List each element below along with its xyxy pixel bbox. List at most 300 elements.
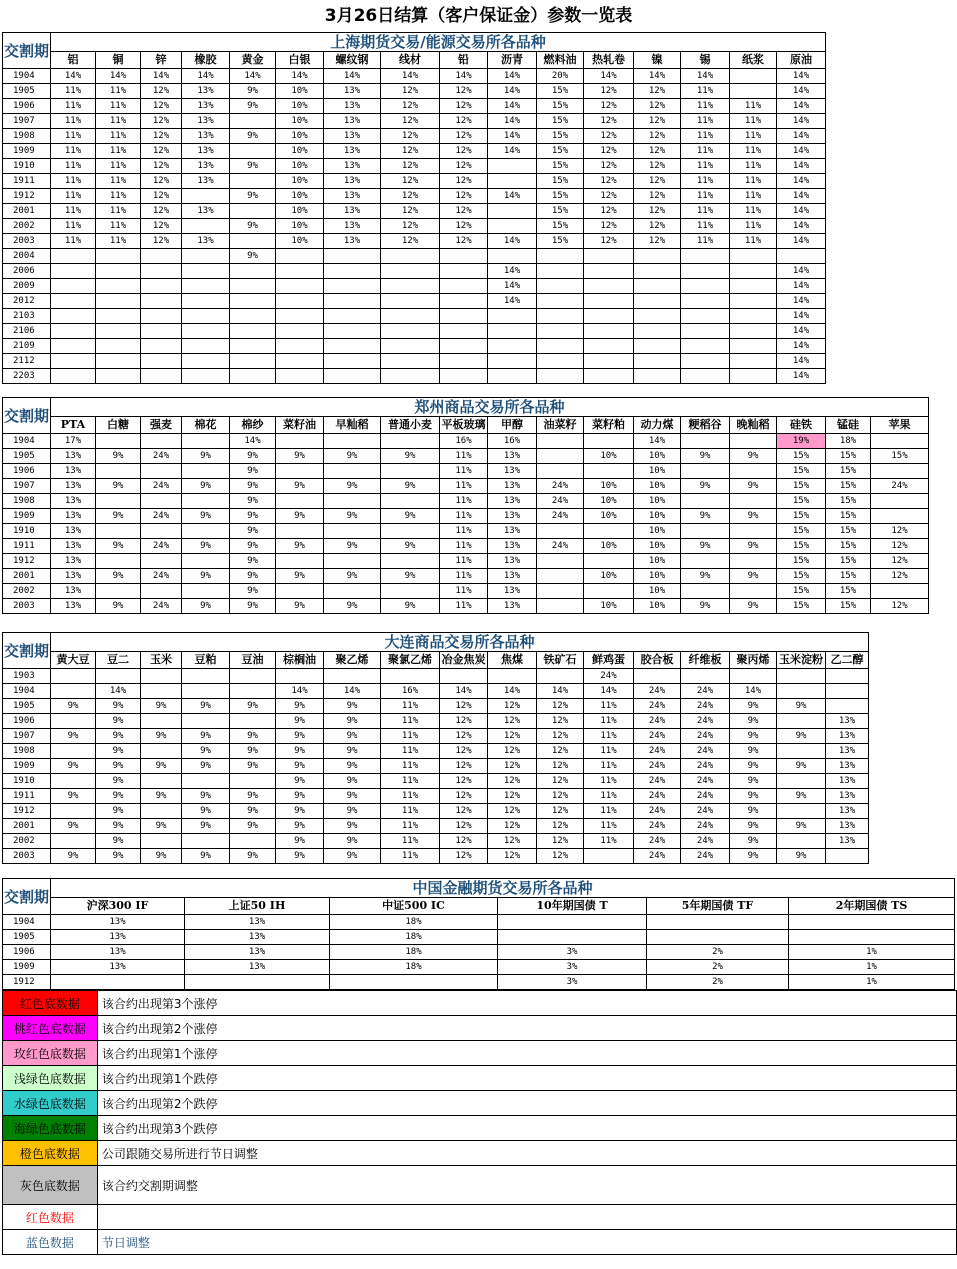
margin-cell [182,684,230,699]
margin-cell: 9% [230,789,276,804]
margin-cell [440,324,488,339]
margin-cell: 24% [681,774,730,789]
delivery-period: 1905 [3,930,51,945]
margin-cell: 13% [488,524,537,539]
margin-cell: 14% [634,69,681,84]
margin-cell: 11% [381,744,440,759]
margin-cell [276,249,324,264]
margin-cell [96,279,141,294]
margin-cell: 10% [634,464,681,479]
margin-cell: 13% [51,960,185,975]
legend-row [3,1066,957,1091]
margin-cell [141,354,182,369]
margin-cell [381,279,440,294]
margin-cell: 9% [230,99,276,114]
margin-cell [96,464,141,479]
margin-cell: 11% [381,849,440,864]
margin-cell: 14% [230,69,276,84]
margin-cell: 12% [488,819,537,834]
margin-cell [51,669,96,684]
table-row [3,774,869,789]
margin-cell: 9% [381,599,440,614]
margin-cell: 10% [584,509,634,524]
page-title: 3月26日结算（客户保证金）参数一览表 [324,6,633,26]
product-header: 豆油 [230,652,276,669]
margin-cell: 15% [777,539,826,554]
margin-cell: 9% [230,449,276,464]
margin-cell: 15% [537,234,584,249]
product-header: 棉花 [182,417,230,434]
margin-cell: 15% [826,449,871,464]
margin-cell [51,369,96,384]
table-row [3,264,826,279]
margin-cell: 11% [681,204,730,219]
margin-cell: 11% [51,204,96,219]
margin-cell: 9% [681,539,730,554]
margin-cell [681,264,730,279]
table-row [3,99,826,114]
margin-cell: 14% [777,129,826,144]
table-row [3,249,826,264]
product-header: 铅 [440,52,488,69]
margin-cell [182,249,230,264]
margin-cell [381,369,440,384]
margin-cell: 9% [276,729,324,744]
margin-cell: 12% [871,599,929,614]
margin-cell: 12% [537,834,584,849]
margin-cell [537,584,584,599]
margin-cell [777,834,826,849]
margin-cell [276,309,324,324]
table-row [3,449,929,464]
delivery-period: 2001 [3,204,51,219]
margin-cell: 12% [488,774,537,789]
margin-cell: 11% [381,819,440,834]
margin-cell: 9% [96,449,141,464]
margin-cell [381,324,440,339]
margin-cell: 10% [276,219,324,234]
margin-cell: 15% [537,114,584,129]
margin-cell [381,669,440,684]
margin-cell: 24% [634,819,681,834]
margin-cell: 9% [182,509,230,524]
margin-cell: 12% [584,204,634,219]
margin-cell [141,434,182,449]
margin-cell: 9% [276,479,324,494]
margin-cell [584,309,634,324]
margin-cell: 9% [276,834,324,849]
margin-cell: 11% [681,159,730,174]
margin-cell [324,249,381,264]
margin-cell: 12% [871,539,929,554]
table-row [3,324,826,339]
margin-cell: 10% [276,144,324,159]
margin-cell: 14% [488,264,537,279]
product-header: 热轧卷 [584,52,634,69]
margin-cell [730,339,777,354]
margin-cell: 12% [141,189,182,204]
margin-cell: 12% [584,99,634,114]
margin-cell: 12% [634,189,681,204]
margin-cell [826,699,869,714]
margin-cell: 12% [634,84,681,99]
margin-cell: 14% [777,159,826,174]
margin-cell: 24% [634,699,681,714]
product-header: 玉米淀粉 [777,652,826,669]
margin-cell: 12% [537,774,584,789]
margin-cell: 9% [141,819,182,834]
margin-cell: 9% [381,449,440,464]
margin-cell: 13% [826,789,869,804]
margin-cell: 10% [634,494,681,509]
margin-cell [230,339,276,354]
margin-cell: 9% [276,849,324,864]
margin-cell: 11% [681,144,730,159]
margin-cell [584,354,634,369]
dce-margin-table [2,632,869,864]
margin-cell [647,930,789,945]
margin-cell: 12% [537,804,584,819]
margin-cell [871,434,929,449]
margin-cell: 12% [634,174,681,189]
margin-cell: 12% [488,804,537,819]
margin-cell: 15% [777,524,826,539]
margin-cell [730,294,777,309]
margin-cell: 13% [182,99,230,114]
margin-cell: 9% [230,159,276,174]
margin-cell: 13% [488,494,537,509]
margin-cell: 9% [276,539,324,554]
margin-cell: 12% [488,729,537,744]
margin-cell: 15% [777,569,826,584]
margin-cell: 24% [141,449,182,464]
margin-cell: 9% [96,509,141,524]
margin-cell: 12% [440,714,488,729]
margin-cell: 12% [440,729,488,744]
margin-cell: 14% [141,69,182,84]
margin-cell: 9% [230,219,276,234]
margin-cell [182,294,230,309]
table-row [3,554,929,569]
margin-cell [488,219,537,234]
table-row [3,509,929,524]
margin-cell: 11% [381,759,440,774]
margin-cell: 13% [51,584,96,599]
product-header: 纸浆 [730,52,777,69]
margin-cell [182,524,230,539]
margin-cell: 1% [789,960,955,975]
margin-cell: 15% [537,84,584,99]
legend-description [97,1205,956,1230]
margin-cell [381,294,440,309]
margin-cell: 12% [381,234,440,249]
product-header: 锡 [681,52,730,69]
margin-cell: 18% [330,930,498,945]
margin-cell [141,369,182,384]
margin-cell: 13% [51,524,96,539]
margin-cell: 9% [730,714,777,729]
product-header: 5年期国债 TF [647,898,789,915]
exchange-title: 大连商品交易所各品种 [51,633,869,652]
margin-cell: 13% [51,945,185,960]
margin-cell: 24% [681,819,730,834]
margin-cell [381,494,440,509]
product-header: 晚籼稻 [730,417,777,434]
margin-cell: 12% [634,144,681,159]
margin-cell: 14% [440,684,488,699]
delivery-period: 2009 [3,279,51,294]
margin-cell: 9% [182,759,230,774]
margin-cell: 18% [330,960,498,975]
margin-cell: 9% [96,744,141,759]
table-row [3,144,826,159]
table-row [3,569,929,584]
margin-cell: 9% [276,819,324,834]
margin-cell: 11% [51,129,96,144]
margin-cell [584,249,634,264]
margin-cell: 13% [324,234,381,249]
margin-cell [537,339,584,354]
margin-cell: 3% [498,975,647,990]
margin-cell [730,264,777,279]
delivery-period: 2001 [3,819,51,834]
margin-cell: 9% [230,804,276,819]
margin-cell [681,249,730,264]
table-row [3,599,929,614]
margin-cell: 14% [777,144,826,159]
table-row [3,684,869,699]
margin-cell: 11% [440,539,488,554]
margin-cell: 9% [182,569,230,584]
margin-cell [730,524,777,539]
margin-cell: 13% [182,114,230,129]
margin-cell: 9% [51,759,96,774]
margin-cell: 14% [488,84,537,99]
period-header: 交割期 [3,879,51,915]
delivery-period: 2001 [3,569,51,584]
margin-cell [381,464,440,479]
margin-cell: 15% [826,509,871,524]
margin-cell [826,669,869,684]
legend-swatch: 灰色底数据 [3,1166,98,1205]
margin-cell: 9% [182,789,230,804]
product-header: 铁矿石 [537,652,584,669]
margin-cell: 9% [730,789,777,804]
margin-cell: 13% [324,204,381,219]
margin-cell [141,294,182,309]
margin-cell: 24% [681,759,730,774]
margin-cell [276,294,324,309]
table-row [3,960,955,975]
table-row [3,539,929,554]
legend-swatch: 海绿色底数据 [3,1116,98,1141]
margin-cell [440,309,488,324]
margin-cell: 13% [324,84,381,99]
margin-cell: 9% [182,699,230,714]
margin-cell: 12% [584,129,634,144]
margin-cell [324,264,381,279]
margin-cell: 17% [51,434,96,449]
margin-cell [51,249,96,264]
margin-cell: 14% [584,684,634,699]
product-header: 普通小麦 [381,417,440,434]
margin-cell: 11% [96,129,141,144]
margin-cell [230,174,276,189]
margin-cell: 9% [230,479,276,494]
margin-cell [440,279,488,294]
table-row [3,434,929,449]
margin-cell [141,324,182,339]
margin-cell [871,494,929,509]
margin-cell: 9% [381,569,440,584]
delivery-period: 2103 [3,309,51,324]
margin-cell: 11% [681,234,730,249]
margin-cell: 14% [96,69,141,84]
margin-cell: 9% [324,819,381,834]
table-row [3,804,869,819]
product-header: PTA [51,417,96,434]
margin-cell: 24% [537,479,584,494]
margin-cell [276,264,324,279]
delivery-period: 2006 [3,264,51,279]
table-row [3,584,929,599]
margin-cell: 9% [182,819,230,834]
margin-cell: 13% [185,930,330,945]
delivery-period: 1912 [3,554,51,569]
margin-cell [96,249,141,264]
margin-cell: 12% [488,834,537,849]
margin-cell: 12% [141,114,182,129]
margin-cell: 9% [51,729,96,744]
margin-cell [488,174,537,189]
margin-cell: 14% [681,69,730,84]
product-header: 棕榈油 [276,652,324,669]
product-header: 聚乙烯 [324,652,381,669]
margin-cell [498,930,647,945]
margin-cell: 9% [381,509,440,524]
margin-cell: 9% [230,599,276,614]
margin-cell [440,264,488,279]
margin-cell: 13% [324,144,381,159]
margin-cell [324,554,381,569]
margin-cell [730,434,777,449]
product-header: 甲醇 [488,417,537,434]
margin-cell: 11% [96,219,141,234]
table-row [3,339,826,354]
product-header: 硅铁 [777,417,826,434]
margin-cell [537,524,584,539]
margin-cell: 24% [681,684,730,699]
margin-cell [777,774,826,789]
margin-cell: 11% [51,174,96,189]
margin-cell: 9% [182,804,230,819]
margin-cell: 13% [51,464,96,479]
margin-cell: 16% [381,684,440,699]
margin-cell: 9% [230,129,276,144]
margin-cell: 9% [230,554,276,569]
margin-cell [584,324,634,339]
legend-row [3,1116,957,1141]
margin-cell: 14% [777,69,826,84]
margin-cell: 10% [276,159,324,174]
margin-cell: 9% [230,744,276,759]
margin-cell [230,279,276,294]
margin-cell [96,669,141,684]
margin-cell: 10% [634,569,681,584]
margin-cell: 2% [647,975,789,990]
margin-cell: 15% [777,479,826,494]
margin-cell: 14% [276,684,324,699]
margin-cell: 9% [324,539,381,554]
margin-cell: 13% [826,834,869,849]
margin-cell: 11% [584,744,634,759]
product-header: 锌 [141,52,182,69]
margin-cell [276,494,324,509]
margin-cell: 9% [730,819,777,834]
product-header: 苹果 [871,417,929,434]
margin-cell [230,204,276,219]
margin-cell: 15% [826,494,871,509]
margin-cell: 12% [141,144,182,159]
margin-cell: 13% [51,494,96,509]
margin-cell [634,354,681,369]
margin-cell [51,309,96,324]
margin-cell [488,249,537,264]
margin-cell: 14% [488,99,537,114]
margin-cell [276,339,324,354]
product-header: 锰硅 [826,417,871,434]
margin-cell: 11% [730,189,777,204]
margin-cell: 9% [96,804,141,819]
product-header: 镍 [634,52,681,69]
margin-cell: 9% [276,744,324,759]
product-header: 纤维板 [681,652,730,669]
margin-cell: 9% [730,774,777,789]
margin-cell: 13% [488,479,537,494]
margin-cell: 12% [440,834,488,849]
product-header: 焦煤 [488,652,537,669]
margin-cell: 24% [634,729,681,744]
margin-cell [182,494,230,509]
margin-cell: 9% [96,834,141,849]
legend-swatch: 玫红色底数据 [3,1041,98,1066]
margin-cell: 14% [777,264,826,279]
margin-cell: 9% [381,479,440,494]
margin-cell [730,279,777,294]
product-header: 豆粕 [182,652,230,669]
delivery-period: 1908 [3,494,51,509]
margin-cell [324,434,381,449]
margin-cell: 11% [440,554,488,569]
margin-cell [681,554,730,569]
delivery-period: 1906 [3,945,51,960]
margin-cell [681,354,730,369]
product-header: 聚氯乙烯 [381,652,440,669]
margin-cell [777,714,826,729]
table-row [3,744,869,759]
margin-cell: 12% [381,174,440,189]
color-legend [2,990,957,1255]
margin-cell: 9% [230,464,276,479]
margin-cell: 14% [230,434,276,449]
margin-cell: 12% [584,114,634,129]
margin-cell: 24% [681,744,730,759]
margin-cell: 14% [488,129,537,144]
margin-cell: 9% [730,804,777,819]
product-header: 强麦 [141,417,182,434]
margin-cell: 9% [681,509,730,524]
table-row [3,479,929,494]
